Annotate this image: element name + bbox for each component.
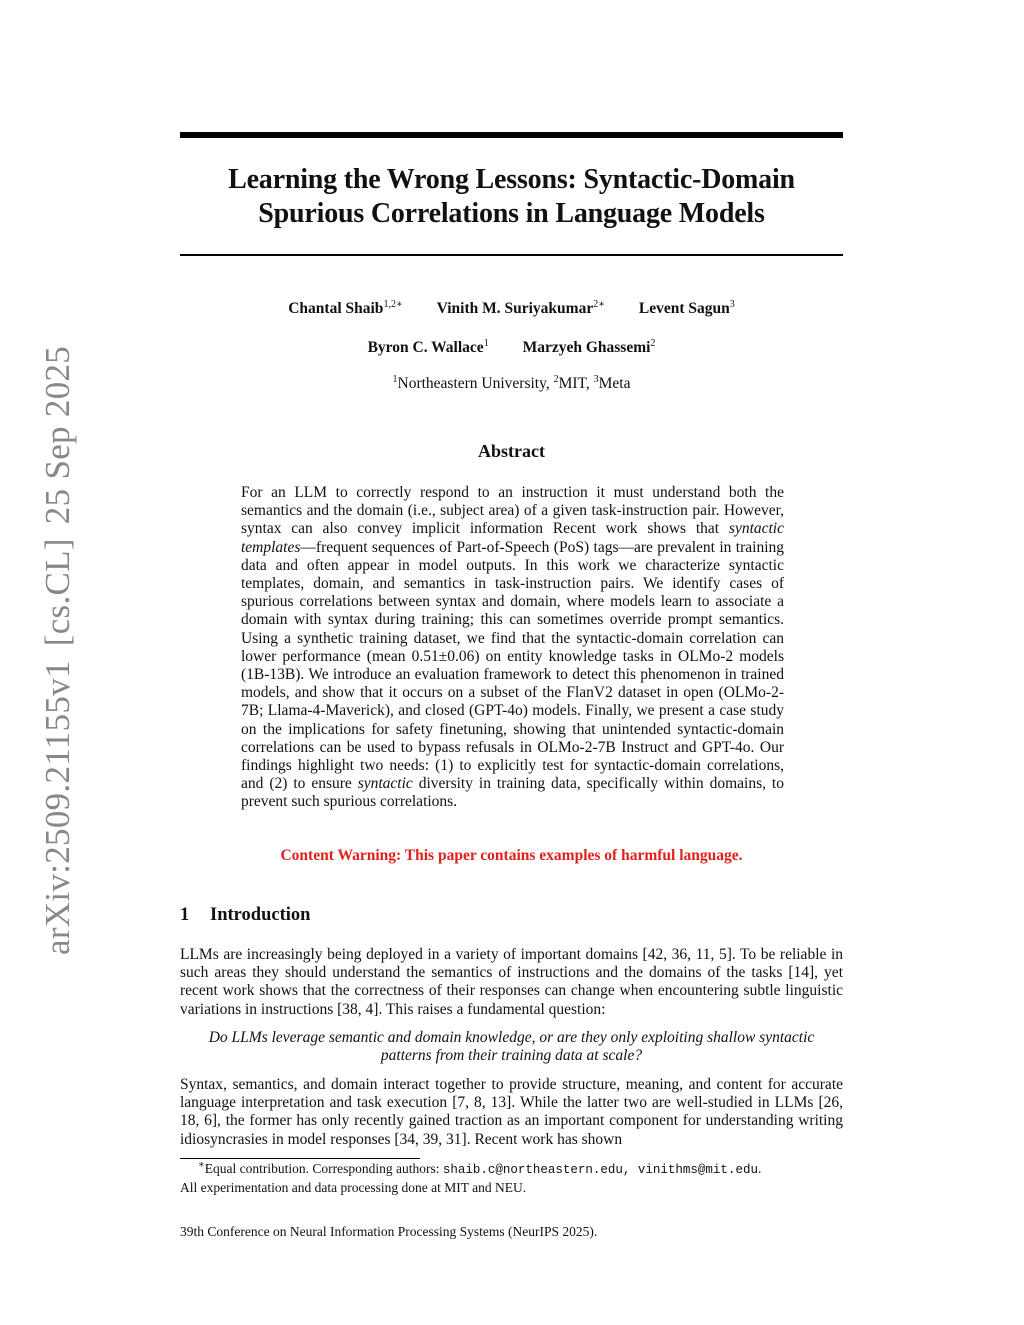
arxiv-date: 25 Sep 2025 [38, 345, 77, 525]
abstract-heading: Abstract [478, 441, 545, 461]
title-line-1: Learning the Wrong Lessons: Syntactic-Domain [228, 164, 795, 195]
section-number: 1 [180, 905, 190, 925]
intro-paragraph-2: Syntax, semantics, and domain interact together to provide structure, meaning, and content for accurate language interpretation and task execution [7, 8, 13]. While the latter two are well-studied in LLMs [26, 18, 6], the former has only recently gained traction as an important component for understanding writing idiosyncrasies in model responses [34, 39, 31]. Recent work has shown [180, 1076, 843, 1148]
author: Levent Sagun$^3$ [638, 298, 735, 317]
author: Vinith M. Suriyakumar$^{2∗}$ [436, 298, 606, 317]
research-question: Do LLMs leverage semantic and domain knowledge, or are they only exploiting shallow syntactic patterns from their training data at scale? [208, 1029, 815, 1065]
arxiv-category: [cs.CL] [38, 538, 77, 647]
corresponding-emails[interactable]: shaib.c@northeastern.edu, vinithms@mit.edu [442, 1163, 758, 1177]
title-line-2: Spurious Correlations in Language Models [258, 198, 765, 229]
paper-title [180, 163, 843, 231]
intro-paragraph-1: LLMs are increasingly being deployed in a variety of important domains [42, 36, 11, 5]. To be reliable in such areas they should understand the semantics of instructions and the domains of the tasks [14], yet recent work shows that the correctness of their responses can change when encountering subtle linguistic variations in instructions [38, 4]. This raises a fundamental question: [180, 946, 843, 1018]
title-top-rule [180, 132, 843, 138]
author: Byron C. Wallace$^1$ [367, 337, 489, 356]
affiliations: $^1$Northeastern University, $^2$MIT, $^3$Meta [392, 373, 631, 392]
arxiv-stamp [38, 346, 78, 955]
content-warning: Content Warning: This paper contains examples of harmful language. [280, 847, 743, 864]
footnote: ∗Equal contribution. Corresponding authors: shaib.c@northeastern.edu, vinithms@mit.edu. All experimentation and data processing done at MIT and NEU. [180, 1159, 762, 1195]
footnote-rule [180, 1158, 420, 1159]
author: Marzyeh Ghassemi$^2$ [522, 337, 656, 356]
conference-note: 39th Conference on Neural Information Processing Systems (NeurIPS 2025). [180, 1224, 598, 1239]
arxiv-id: arXiv:2509.21155v1 [38, 660, 77, 955]
section-heading [180, 905, 310, 926]
authors-row-2 [180, 339, 843, 357]
section-title: Introduction [210, 905, 311, 925]
abstract-body: For an LLM to correctly respond to an instruction it must understand both the semantics and the domain (i.e., subject area) of a given task-instruction pair. However, syntax can also convey implicit information Recent work shows that syntactic templates—frequent sequences of Part-of-Speech (PoS) tags—are prevalent in training data and often appear in model outputs. In this work we characterize syntactic templates, domain, and semantics in task-instruction pairs. We identify cases of spurious correlations between syntax and domain, where models learn to associate a domain with syntax during training; this can sometimes override prompt semantics. Using a synthetic training dataset, we find that the syntactic-domain correlation can lower performance (mean 0.51±0.06) on entity knowledge tasks in OLMo-2 models (1B-13B). We introduce an evaluation framework to detect this phenomenon in trained models, and show that it occurs on a subset of the FlanV2 dataset in open (OLMo-2-7B; Llama-4-Maverick), and closed (GPT-4o) models. Finally, we present a case study on the implications for safety finetuning, showing that unintended syntactic-domain correlations can be used to bypass refusals in OLMo-2-7B Instruct and GPT-4o. Our findings highlight two needs: (1) to explicitly test for syntactic-domain correlations, and (2) to ensure syntactic diversity in training data, specifically within domains, to prevent such spurious correlations. [241, 484, 784, 811]
authors-row-1 [180, 300, 843, 318]
author: Chantal Shaib$^{1,2∗}$ [288, 298, 403, 317]
title-bottom-rule [180, 254, 843, 256]
